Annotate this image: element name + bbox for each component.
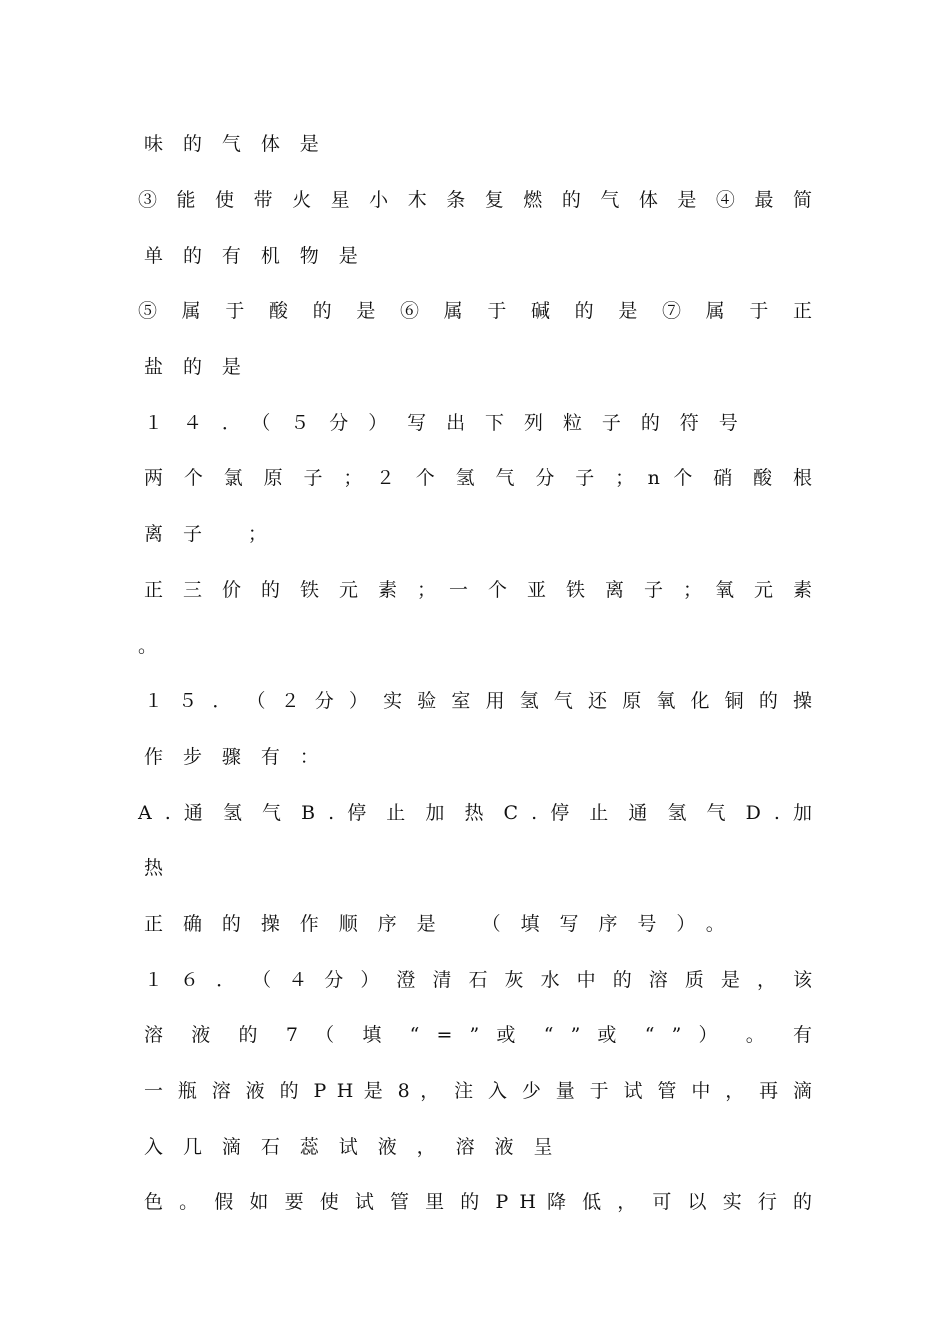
text-line: 。 bbox=[138, 635, 177, 657]
text-line: 热 bbox=[144, 857, 183, 879]
text-line: 正确的操作顺序是 （填写序号）。 bbox=[144, 913, 745, 935]
text-line: 色 。 假 如 要 使 试 管 里 的 P H 降 低 ， 可 以 实 行 的 bbox=[144, 1191, 812, 1213]
text-line: 入几滴石蕊试液，溶液呈 bbox=[144, 1136, 573, 1158]
text-line: ③ 能 使 带 火 星 小 木 条 复 燃 的 气 体 是 ④ 最 简 bbox=[138, 189, 812, 211]
text-line: 单的有机物是 bbox=[144, 245, 378, 267]
text-line: 盐的是 bbox=[144, 356, 261, 378]
text-line: 正 三 价 的 铁 元 素 ； 一 个 亚 铁 离 子 ； 氧 元 素 bbox=[144, 579, 812, 601]
text-line: A . 通 氢 气 B . 停 止 加 热 C . 停 止 通 氢 气 D . 加 bbox=[138, 802, 812, 824]
question-heading: １ ５ ． （ ２ 分 ） 实 验 室 用 氢 气 还 原 氧 化 铜 的 操 bbox=[144, 690, 812, 712]
text-line: 味的气体是 bbox=[144, 133, 339, 155]
text-line: 两 个 氯 原 子 ； ２ 个 氢 气 分 子 ； n 个 硝 酸 根 bbox=[144, 467, 812, 489]
text-line: ⑤ 属 于 酸 的 是 ⑥ 属 于 碱 的 是 ⑦ 属 于 正 bbox=[138, 300, 812, 322]
text-line: 离子 ； bbox=[144, 523, 287, 545]
text-line: 作步骤有： bbox=[144, 746, 339, 768]
text-line: 一 瓶 溶 液 的 P H 是 8 ， 注 入 少 量 于 试 管 中 ， 再 滴 bbox=[144, 1080, 812, 1102]
question-heading: １４．（５分）写出下列粒子的符号 bbox=[144, 412, 758, 434]
text-line: 溶 液 的 7 （ 填 “ = ” 或 “ ” 或 “ ” ） 。 有 bbox=[144, 1024, 812, 1046]
question-heading: １ ６ ． （ ４ 分 ） 澄 清 石 灰 水 中 的 溶 质 是 ， 该 bbox=[144, 969, 812, 991]
